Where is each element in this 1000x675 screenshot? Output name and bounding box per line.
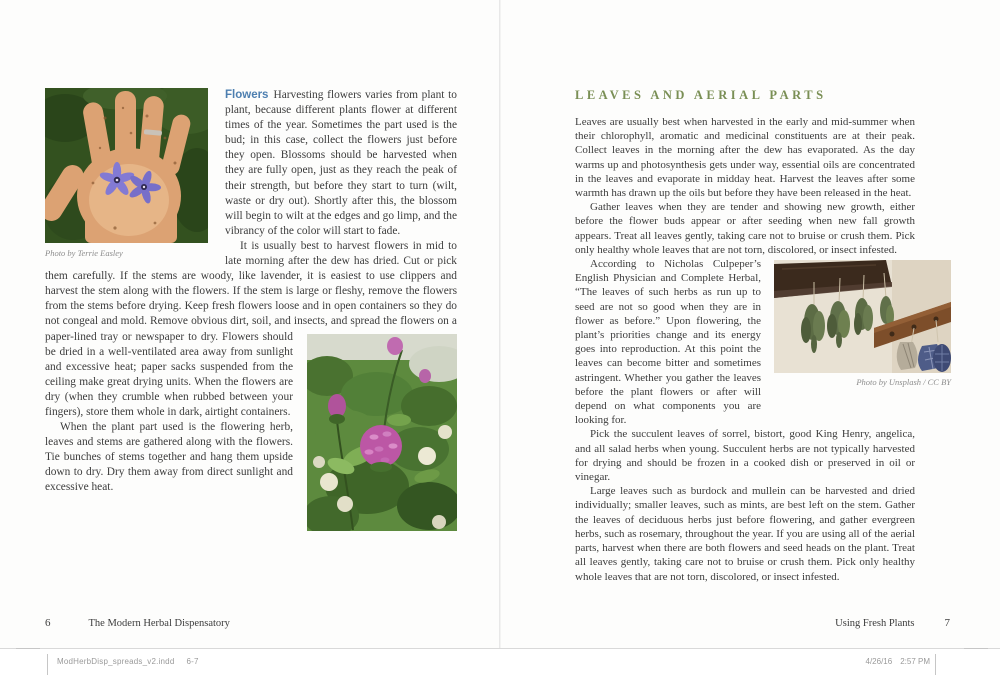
paragraph-text: Gather leaves when they are tender and showing new growth, either before the flower buds appear or after seeding when new fall growth appears. Treat all leaves gently, taking care not to bruise or crush them. Pick only healthy whole leaves that are not torn, discolored, or insect infested. bbox=[575, 201, 915, 256]
hand-borage-photo-illustration bbox=[45, 88, 208, 243]
chapter-title: Using Fresh Plants bbox=[835, 618, 915, 629]
paragraph-text: According to Nicholas Culpeper’s English Physician and Complete Herbal, “The leaves of such herbs as run up to seed are not so good when they are in flower as before.” Upon flowering, the plant’s priorities change and its energy goes into reproduction. At this point the leaves can become bitter and sometimes astringent. Whether you gather the leaves before the plant flowers or after will depend on what components you are looking for. bbox=[575, 258, 761, 427]
right-page bbox=[575, 88, 951, 584]
book-title: The Modern Herbal Dispensatory bbox=[88, 618, 230, 629]
slug-timestamp bbox=[866, 657, 931, 666]
slug-date: 4/26/16 bbox=[865, 657, 893, 666]
photo-credit: Photo by Terrie Easley bbox=[45, 248, 123, 258]
dried-herbs-photo bbox=[774, 260, 951, 389]
dried-herbs-photo-illustration bbox=[774, 260, 951, 373]
photo-credit: Photo by Unsplash / CC BY bbox=[856, 377, 951, 388]
paragraph-text: When the plant part used is the flowering herb, leaves and stems are gathered along with the flowers. Tie bunches of stems together and hang them upside down to dry. Dry them away from direct sunlight and excessive heat. bbox=[45, 421, 293, 494]
left-page bbox=[45, 88, 457, 535]
crop-mark bbox=[16, 648, 40, 649]
paragraph-text: Harvesting flowers varies from plant to plant, because different plants flower at different times of the year. Sometimes the part used is the bud; in this case, collect the flowers just before they open. Blossoms should be harvested when they are fully open, just as they reach the peak of their strength, but before they start to turn (wilt, waste or dry out). Shortly after this, the blossom will begin to wilt at the edges and go limp, and the vibrancy of the color will start to fade. bbox=[225, 89, 457, 237]
page-gutter-divider bbox=[499, 0, 501, 648]
left-page-number: 6 bbox=[45, 617, 51, 629]
crop-mark bbox=[964, 648, 988, 649]
slug-filename bbox=[57, 657, 199, 666]
slug-time: 2:57 PM bbox=[900, 657, 930, 666]
paragraph-harvest-timing bbox=[45, 239, 457, 420]
indesign-slug-strip bbox=[0, 648, 1000, 674]
paragraph-text: It is usually best to harvest flowers in mid to late morning after the dew has dried. Cut or pick them carefully. If the stems are woody, like lavender, it is easiest to use clippers and harvest the stem along with the flowers. If the stem is large or fleshy, remove the flowers from the stems before drying. Keep fresh flowers loose and in open containers so they do not congeal and mold. Remove obvious dirt, soil, and insects, and spread the flowers on a paper-lined tray or newspaper to dry. bbox=[45, 239, 457, 343]
crop-mark bbox=[935, 654, 936, 675]
paragraph-text: Large leaves such as burdock and mullein can be harvested and dried individually; smaller leaves, such as mints, are best left on the stem. Gather the leaves of deciduous herbs just before flowering, and gather evergreen herbs, such as rosemary, throughout the year. If you are using all of the aerial parts, harvest when there are both flowers and seed heads on the plant. Treat all leaves gently, taking care not to bruise or crush them. Pick only healthy whole leaves that are not torn, discolored, or insect infested. bbox=[575, 485, 915, 583]
slug-page-range: 6-7 bbox=[186, 657, 199, 666]
hand-borage-photo bbox=[45, 88, 208, 261]
crop-mark bbox=[47, 654, 48, 675]
paragraph-text: Flowers should be dried in a well-ventilated area away from sunlight and excessive heat; paper sacks suspended from the ceiling make great drying units. When the flowers are dry (when they crumble when rubbed between your fingers), store them whole in dark, airtight containers. bbox=[45, 330, 293, 418]
clover-meadow-photo bbox=[307, 334, 457, 531]
paragraph-culpeper bbox=[575, 257, 951, 427]
right-page-footer bbox=[835, 617, 950, 629]
paragraph-succulent-leaves bbox=[575, 427, 915, 484]
flowers-run-in-label: Flowers bbox=[225, 89, 269, 101]
paragraph-text: Leaves are usually best when harvested in the early and mid-summer when their chlorophyll, aromatic and medicinal constituents are at their peak. Collect leaves in the morning after the dew has evaporated. As the day warms up and photosynthesis gets under way, essential oils are concentrated in the leaves and evaporate in midday heat. Harvest the leaves after some warmth has drawn up the oils but before they have been released in the heat. bbox=[575, 116, 915, 200]
paragraph-large-leaves bbox=[575, 484, 915, 583]
left-page-footer bbox=[45, 617, 230, 629]
right-page-number: 7 bbox=[944, 617, 950, 629]
clover-meadow-photo-illustration bbox=[307, 334, 457, 531]
paragraph-text: Pick the succulent leaves of sorrel, bistort, good King Henry, angelica, and all salad herbs when young. Succulent herbs are not typically harvested for drying and should be frozen in a cooked dish or preserved in oil or vinegar. bbox=[575, 428, 915, 484]
section-heading: LEAVES AND AERIAL PARTS bbox=[575, 88, 827, 102]
paragraph-leaves-intro bbox=[575, 115, 915, 200]
paragraph-gather-leaves bbox=[575, 200, 915, 257]
document-filename: ModHerbDisp_spreads_v2.indd bbox=[57, 657, 175, 666]
